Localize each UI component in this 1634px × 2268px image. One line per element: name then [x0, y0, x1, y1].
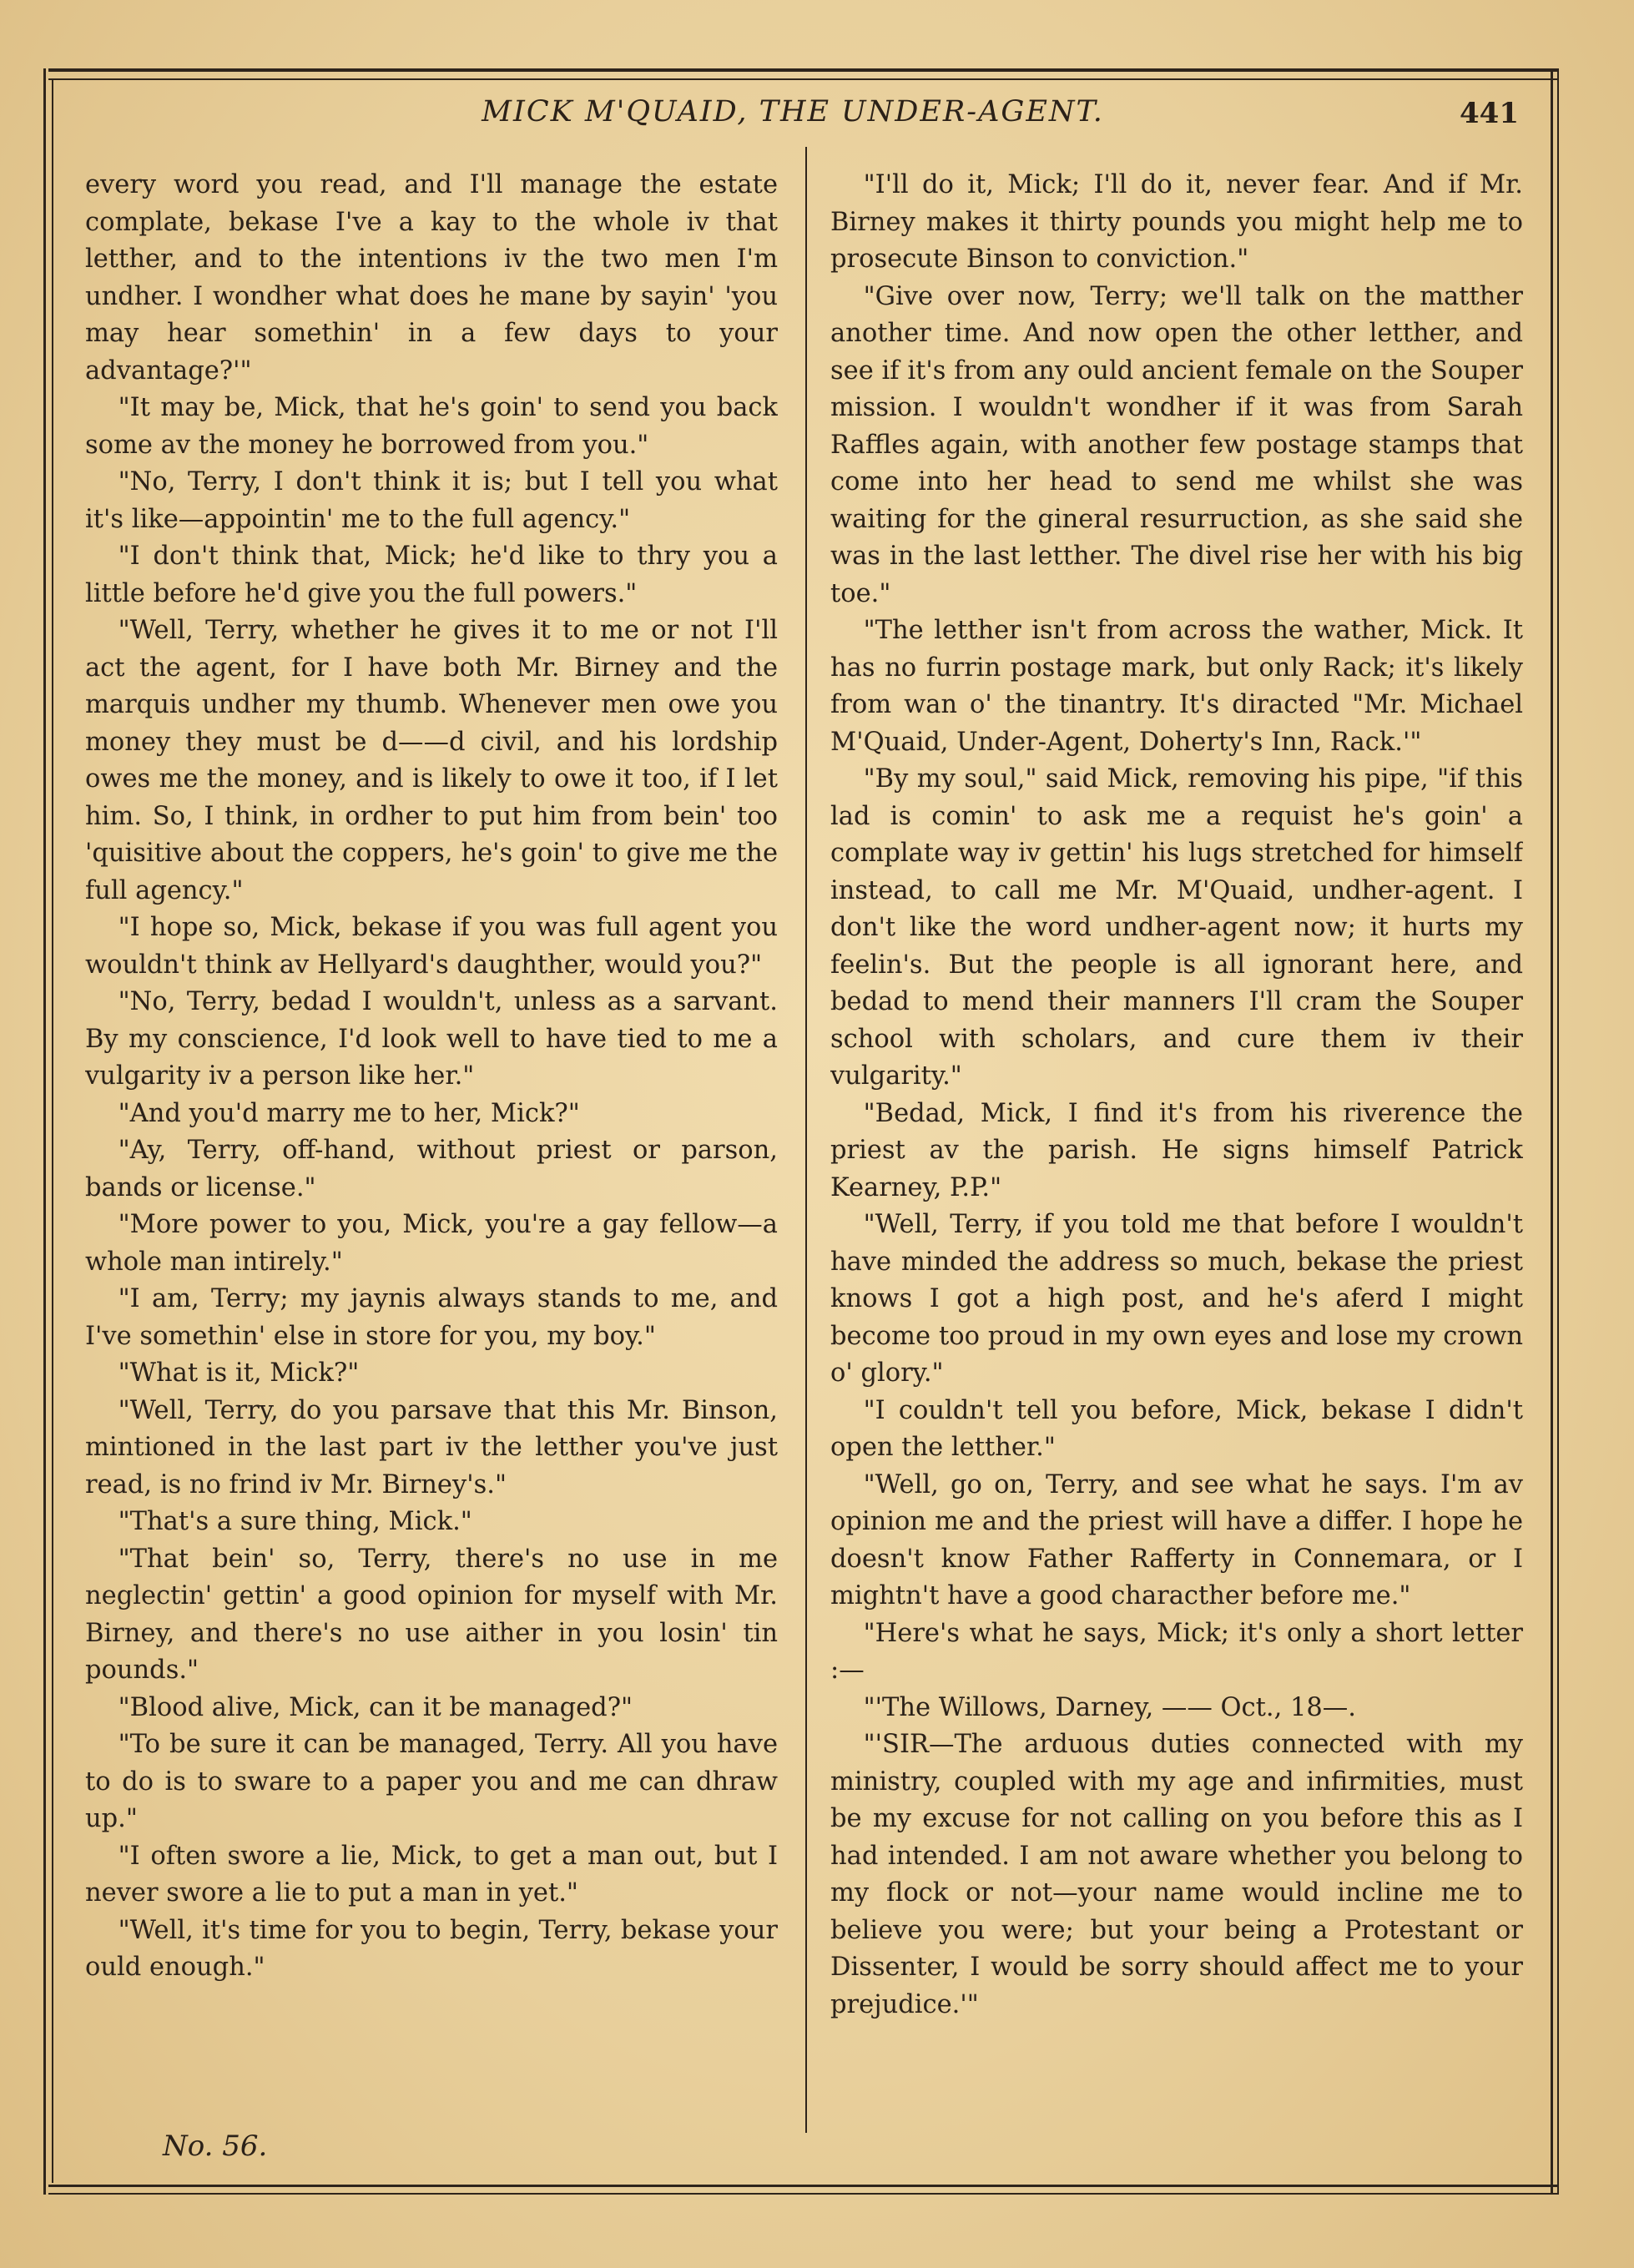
paragraph: "Well, go on, Terry, and see what he says. I'm av opinion me and the priest will have a differ. I hope he doesn't know Father Rafferty in Connemara, or I mightn't have a good characther before me.": [830, 1469, 1523, 1610]
paragraph: "Bedad, Mick, I find it's from his riverence the priest av the parish. He signs himself Patrick Kearney, P.P.": [830, 1098, 1523, 1202]
paragraph: "Blood alive, Mick, can it be managed?": [118, 1692, 633, 1722]
paragraph: "Ay, Terry, off-hand, without priest or parson, bands or license.": [85, 1136, 778, 1202]
paragraph: "Well, it's time for you to begin, Terry, bekase your ould enough.": [85, 1915, 778, 1982]
paragraph: "I am, Terry; my jaynis always stands to me, and I've somethin' else in store for you, my boy.": [85, 1284, 778, 1351]
paragraph: "'The Willows, Darney, —— Oct., 18—.: [863, 1692, 1356, 1722]
running-title: MICK M'QUAID, THE UNDER-AGENT.: [482, 95, 1104, 129]
paragraph: "More power to you, Mick, you're a gay fellow—a whole man intirely.": [85, 1210, 778, 1277]
top-rule: [48, 68, 1559, 72]
paragraph: "'SIR—The arduous duties connected with my ministry, coupled with my age and infirmities, must be my excuse for not calling on you before this as I had intended. I am not aware whether you belong to my flock or not—your name would incline me to believe you were; but your being a Protestant or Dissenter, I would be sorry should affect me to your prejudice.'": [830, 1730, 1523, 2019]
paragraph: "Well, Terry, do you parsave that this Mr. Binson, mintioned in the last part iv the letther you've just read, is no frind iv Mr. Birney's.": [85, 1395, 778, 1499]
paragraph: "That bein' so, Terry, there's no use in me neglectin' gettin' a good opinion for myself with Mr. Birney, and there's no use aither in you losin' tin pounds.": [85, 1544, 778, 1685]
left-rule-thin: [52, 80, 53, 2183]
left-rule: [43, 68, 46, 2195]
right-rule: [1551, 68, 1553, 2195]
paragraph: "That's a sure thing, Mick.": [118, 1507, 472, 1536]
paragraph: "By my soul," said Mick, removing his pipe, "if this lad is comin' to ask me a requist he's goin' a complate way iv gettin' his lugs stretched for himself instead, to call me Mr. M'Quaid, undher-agent. I don't like the word undher-agent now; it hurts my feelin's. But the people is all ignorant here, and bedad to mend their manners I'll cram the Souper school with scholars, and cure them iv their vulgarity.": [830, 764, 1523, 1091]
right-rule-thin: [1557, 68, 1559, 2195]
paragraph: "Here's what he says, Mick; it's only a short letter :—: [830, 1618, 1523, 1685]
paragraph: "I couldn't tell you before, Mick, bekase I didn't open the letther.": [830, 1395, 1523, 1462]
top-rule-thin: [48, 78, 1559, 80]
paragraph: "I'll do it, Mick; I'll do it, never fear. And if Mr. Birney makes it thirty pounds you might help me to prosecute Binson to conviction.": [830, 170, 1523, 274]
signature-mark: No. 56.: [163, 2129, 268, 2163]
paragraph: "I often swore a lie, Mick, to get a man out, but I never swore a lie to put a man in yet.": [85, 1841, 778, 1908]
paragraph: "And you'd marry me to her, Mick?": [118, 1098, 580, 1128]
paragraph: "I don't think that, Mick; he'd like to thry you a little before he'd give you the full powers.": [85, 542, 778, 608]
paragraph: "No, Terry, I don't think it is; but I tell you what it's like—appointin' me to the full agency.": [85, 467, 778, 534]
paragraph: "Well, Terry, whether he gives it to me or not I'll act the agent, for I have both Mr. Birney and the marquis undher my thumb. Whenever men owe you money they must be d——d civil, and his lordship owes me the money, and is likely to owe it too, if I let him. So, I think, in ordher to put him from bein' too 'quisitive about the coppers, he's goin' to give me the full agency.": [85, 616, 778, 905]
left-column: [85, 167, 778, 2145]
column-separator: [805, 147, 807, 2133]
paragraph: "To be sure it can be managed, Terry. All you have to do is to sware to a paper you and me can dhraw up.": [85, 1730, 778, 1833]
paragraph: "Give over now, Terry; we'll talk on the matther another time. And now open the other letther, and see if it's from any ould ancient female on the Souper mission. I wouldn't wondher if it was from Sarah Raffles again, with another few postage stamps that come into her head to send me whilst she was waiting for the gineral resurruction, as she said she was in the last letther. The divel rise her with his big toe.": [830, 281, 1523, 608]
bottom-rule: [48, 2185, 1559, 2187]
paragraph: "No, Terry, bedad I wouldn't, unless as a sarvant. By my conscience, I'd look well to have tied to me a vulgarity iv a person like her.": [85, 987, 778, 1091]
paragraph: every word you read, and I'll manage the estate complate, bekase I've a kay to the whole iv that letther, and to the intentions iv the two men I'm undher. I wondher what does he mane by sayin' 'you may hear somethin' in a few days to your advantage?'": [85, 170, 778, 386]
paragraph: "I hope so, Mick, bekase if you was full agent you wouldn't think av Hellyard's daughther, would you?": [85, 913, 778, 980]
paragraph: "Well, Terry, if you told me that before I wouldn't have minded the address so much, bekase the priest knows I got a high post, and he's aferd I might become too proud in my own eyes and lose my crown o' glory.": [830, 1210, 1523, 1388]
page-header: [67, 95, 1519, 137]
page-number: 441: [1460, 97, 1519, 130]
paragraph: "What is it, Mick?": [118, 1358, 360, 1388]
bottom-rule-thin: [48, 2193, 1559, 2195]
right-column: [830, 167, 1523, 2145]
paragraph: "The letther isn't from across the wather, Mick. It has no furrin postage mark, but only Rack; it's likely from wan o' the tinantry. It's diracted "Mr. Michael M'Quaid, Under-Agent, Doherty's Inn, Rack.'": [830, 616, 1523, 757]
paragraph: "It may be, Mick, that he's goin' to send you back some av the money he borrowed from you.": [85, 393, 778, 460]
